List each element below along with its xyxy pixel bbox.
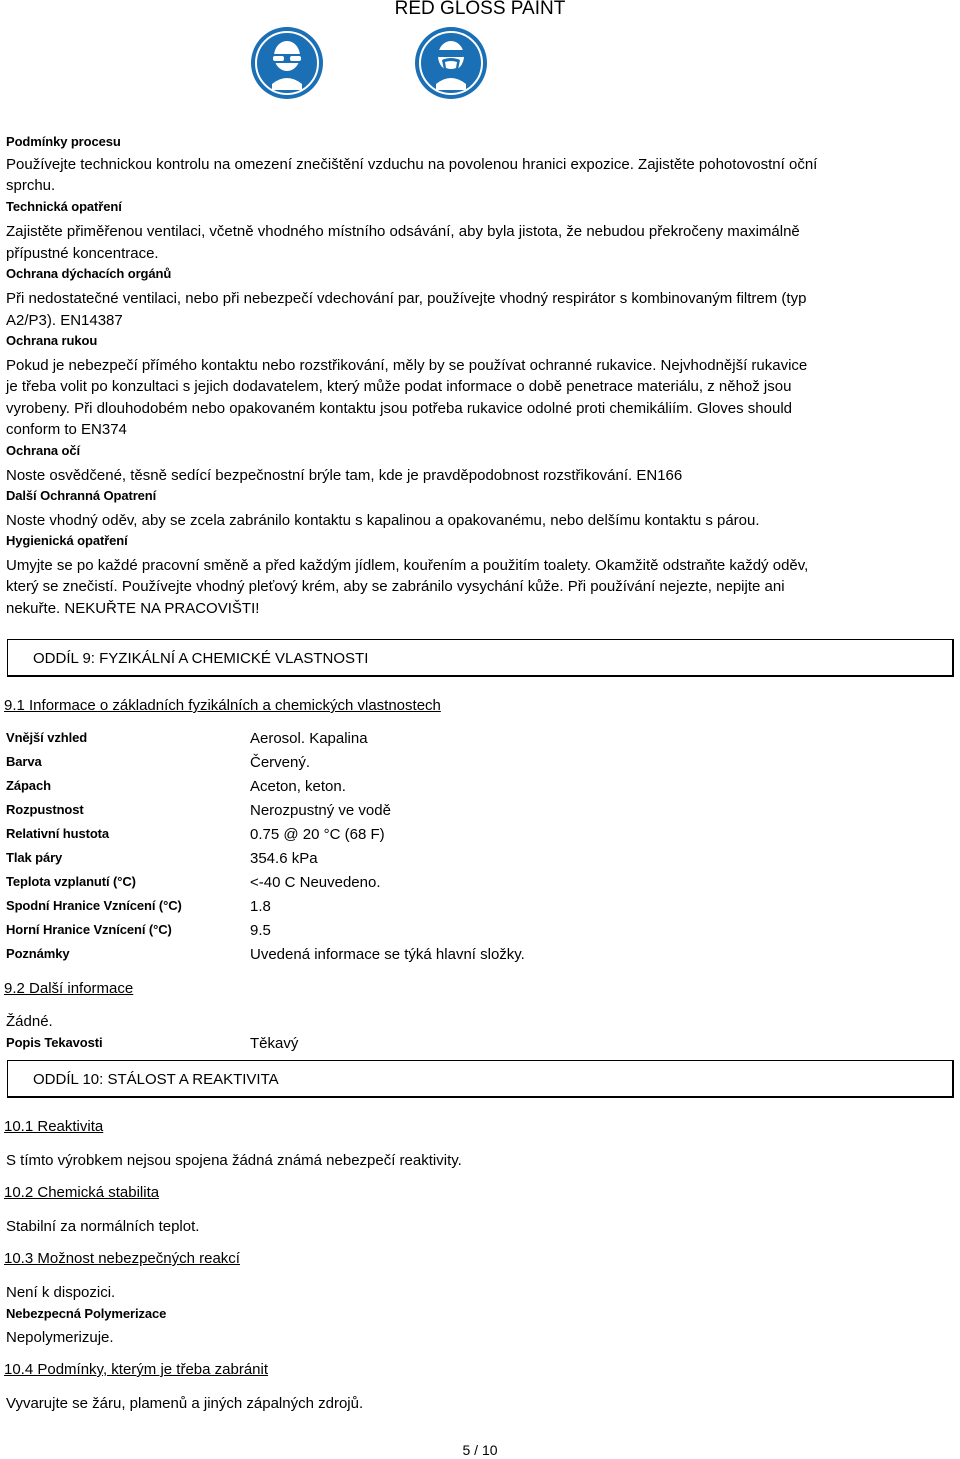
hand-protection-text-4: conform to EN374 [6,421,127,438]
hand-protection-label: Ochrana rukou [6,333,98,348]
property-label: Vnější vzhled [6,730,88,745]
property-value: 354.6 kPa [250,850,318,867]
document-title: RED GLOSS PAINT [394,0,566,19]
goggles-icon [250,26,324,100]
other-protection-label: Další Ochranná Opatrení [6,488,157,503]
technical-measures-text-2: přípustné koncentrace. [6,245,159,262]
eye-protection-label: Ochrana očí [6,443,81,458]
volatility-value: Těkavý [250,1035,299,1052]
process-conditions-text-1: Používejte technickou kontrolu na omezení znečištění vzduchu na povolenou hranici expozice. Zajistěte pohotovostní oční [6,156,818,173]
section-10-header [7,1060,954,1098]
property-value: 1.8 [250,898,271,915]
subsection-9-2-text: Žádné. [6,1013,53,1030]
subsection-9-2-title: 9.2 Další informace [4,980,134,997]
subsection-10-1-text: S tímto výrobkem nejsou spojena žádná známá nebezpečí reaktivity. [6,1152,462,1169]
eye-protection-text: Noste osvědčené, těsně sedící bezpečnostní brýle tam, kde je pravděpodobnost rozstřikování. EN166 [6,467,683,484]
property-label: Rozpustnost [6,802,84,817]
respiratory-protection-text-2: A2/P3). EN14387 [6,312,123,329]
subsection-10-4-text: Vyvarujte se žáru, plamenů a jiných zápalných zdrojů. [6,1395,364,1412]
property-value: Uvedená informace se týká hlavní složky. [250,946,525,963]
property-value: 9.5 [250,922,271,939]
polymerization-label: Nebezpecná Polymerizace [6,1306,167,1321]
hand-protection-text-1: Pokud je nebezpečí přímého kontaktu nebo rozstřikování, měly by se používat ochranné rukavice. Nejvhodnější rukavice [6,357,808,374]
section-9-header [7,639,954,677]
respirator-icon [414,26,488,100]
property-value: 0.75 @ 20 °C (68 F) [250,826,385,843]
property-label: Teplota vzplanutí (°C) [6,874,136,889]
property-label: Tlak páry [6,850,63,865]
other-protection-text: Noste vhodný oděv, aby se zcela zabránilo kontaktu s kapalinou a opakovanému, nebo delšímu kontaktu s párou. [6,512,760,529]
hygiene-text-1: Umyjte se po každé pracovní směně a před každým jídlem, kouřením a použitím toalety. Okamžitě odstraňte každý oděv, [6,557,809,574]
subsection-10-3-title: 10.3 Možnost nebezpečných reakcí [4,1250,240,1267]
property-value: <-40 C Neuvedeno. [250,874,381,891]
property-value: Aerosol. Kapalina [250,730,368,747]
process-conditions-text-2: sprchu. [6,177,56,194]
property-value: Červený. [250,754,311,771]
respiratory-protection-label: Ochrana dýchacích orgánů [6,266,172,281]
subsection-10-4-title: 10.4 Podmínky, kterým je třeba zabránit [4,1361,269,1378]
process-conditions-label: Podmínky procesu [6,134,121,149]
property-value: Nerozpustný ve vodě [250,802,391,819]
respiratory-protection-text-1: Při nedostatečné ventilaci, nebo při nebezpečí vdechování par, používejte vhodný respirátor s kombinovaným filtrem (typ [6,290,807,307]
page-number: 5 / 10 [462,1442,498,1458]
property-label: Horní Hranice Vznícení (°C) [6,922,172,937]
subsection-10-3-text: Není k dispozici. [6,1284,116,1301]
property-label: Zápach [6,778,51,793]
hygiene-text-2: který se znečistí. Používejte vhodný pleťový krém, aby se zabránilo vysychání kůže. Při používání nejezte, nepijte ani [6,578,785,595]
property-value: Aceton, keton. [250,778,346,795]
subsection-10-2-title: 10.2 Chemická stabilita [4,1184,160,1201]
subsection-9-1-title: 9.1 Informace o základních fyzikálních a chemických vlastnostech [4,697,441,714]
hygiene-label: Hygienická opatření [6,533,128,548]
polymerization-text: Nepolymerizuje. [6,1329,114,1346]
property-label: Relativní hustota [6,826,110,841]
property-label: Barva [6,754,42,769]
section-9-title: ODDÍL 9: FYZIKÁLNÍ A CHEMICKÉ VLASTNOSTI [33,650,369,667]
property-label: Spodní Hranice Vznícení (°C) [6,898,182,913]
technical-measures-text-1: Zajistěte přiměřenou ventilaci, včetně vhodného místního odsávání, aby byla jistota, že nebudou překročeny maximálně [6,223,800,240]
volatility-label: Popis Tekavosti [6,1035,103,1050]
subsection-10-1-title: 10.1 Reaktivita [4,1118,104,1135]
subsection-10-2-text: Stabilní za normálních teplot. [6,1218,200,1235]
hand-protection-text-2: je třeba volit po konzultaci s jejich dodavatelem, který může podat informace o době penetrace materiálu, z něhož jsou [6,378,792,395]
property-label: Poznámky [6,946,70,961]
hygiene-text-3: nekuřte. NEKUŘTE NA PRACOVIŠTI! [6,600,260,617]
hand-protection-text-3: vyrobeny. Při dlouhodobém nebo opakovaném kontaktu jsou potřeba rukavice odolné proti chemikáliím. Gloves should [6,400,793,417]
technical-measures-label: Technická opatření [6,199,122,214]
section-10-title: ODDÍL 10: STÁLOST A REAKTIVITA [33,1071,279,1088]
